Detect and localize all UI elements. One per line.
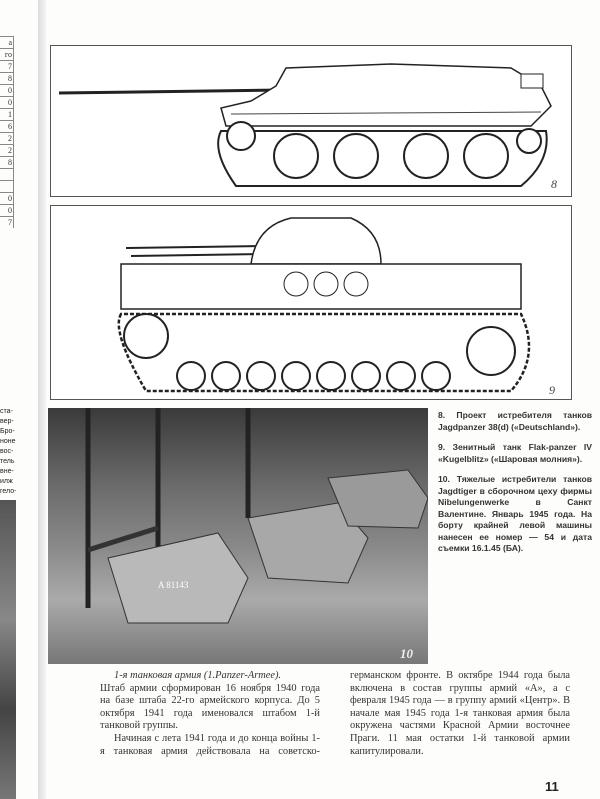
article-paragraph-1: Штаб армии сформирован 16 ноября 1940 года на базе штаба 22-го армейского корпуса. До 5 октября 1941 года именовался штабом 1-й танковой группы. xyxy=(100,682,320,732)
table-cell-fragment: 0 xyxy=(0,204,14,216)
previous-page-text-fragment xyxy=(0,407,16,497)
table-cell-fragment: 7 xyxy=(0,216,14,228)
table-cell-fragment: 8 xyxy=(0,72,14,84)
text-line-fragment: ста- xyxy=(0,408,13,415)
caption-figure-8: 8. Проект истребителя танков Jagdpanzer 38(d) («Deutschland»). xyxy=(438,410,592,432)
figure-9-number: 9 xyxy=(549,383,555,397)
table-cell-fragment: 7 xyxy=(0,60,14,72)
figure-10-photo-jagdtiger-factory xyxy=(48,408,428,664)
figure-9-drawing-kugelblitz xyxy=(50,205,572,400)
text-line-fragment: тель xyxy=(0,458,15,465)
text-line-fragment: илж xyxy=(0,478,13,485)
previous-page-table-fragment xyxy=(0,36,14,228)
table-cell-fragment: 0 xyxy=(0,192,14,204)
caption-figure-10: 10. Тяжелые истребители танков Jagdtiger в сборочном цеху фирмы Nibelungenwerke в Санкт Валентине. Январь 1945 года. На борту крайней левой машины нанесен ее номер — 54 и дата съемки 16.1.45 (БА). xyxy=(438,474,592,553)
table-cell-fragment: 1 xyxy=(0,108,14,120)
article-columns xyxy=(100,670,570,758)
table-cell-fragment: 2 xyxy=(0,132,14,144)
caption-figure-9: 9. Зенитный танк Flak-panzer IV «Kugelblitz» («Шаровая молния»). xyxy=(438,442,592,464)
table-cell-fragment: a xyxy=(0,36,14,48)
figure-10-number: 10 xyxy=(400,646,413,661)
table-cell-fragment: 6 xyxy=(0,120,14,132)
article-paragraph-2: Начиная с лета 1941 года и до конца войны 1-я танковая армия действовала на советско-германском фронте. В октябре 1944 года была включена в состав группы армий «А», а с февраля 1945 года — в группу армий «Центр». В начале мая 1945 года 1-я танковая армия была окружена частями Красной Армии восточнее Праги. 11 мая остатки 1-й танковой армии капитулировали. xyxy=(100,670,570,757)
text-line-fragment: вер- xyxy=(0,418,14,425)
text-line-fragment: вос- xyxy=(0,448,14,455)
factory-photo-shapes xyxy=(48,408,428,664)
tank-drawing-1 xyxy=(51,46,571,196)
tank-drawing-2 xyxy=(51,206,571,399)
figure-8-drawing-jagdpanzer-38d xyxy=(50,45,572,197)
captions-column xyxy=(438,410,592,555)
table-cell-fragment xyxy=(0,168,14,180)
table-cell-fragment: го xyxy=(0,48,14,60)
figure-8-number: 8 xyxy=(551,177,557,191)
article-heading: 1-я танковая армия (1.Panzer-Armee). xyxy=(114,670,282,681)
table-cell-fragment: 8 xyxy=(0,156,14,168)
table-cell-fragment: 2 xyxy=(0,144,14,156)
page-gutter xyxy=(38,0,46,799)
table-cell-fragment: 0 xyxy=(0,96,14,108)
previous-page-photo-fragment xyxy=(0,500,16,799)
table-cell-fragment xyxy=(0,180,14,192)
text-line-fragment: гело- xyxy=(0,488,16,495)
text-line-fragment: вне- xyxy=(0,468,14,475)
photo-hull-marking: A 81143 xyxy=(158,580,189,590)
text-line-fragment: Бро- xyxy=(0,428,15,435)
page-number: 11 xyxy=(545,779,559,794)
text-line-fragment: ноне xyxy=(0,438,16,445)
table-cell-fragment: 0 xyxy=(0,84,14,96)
